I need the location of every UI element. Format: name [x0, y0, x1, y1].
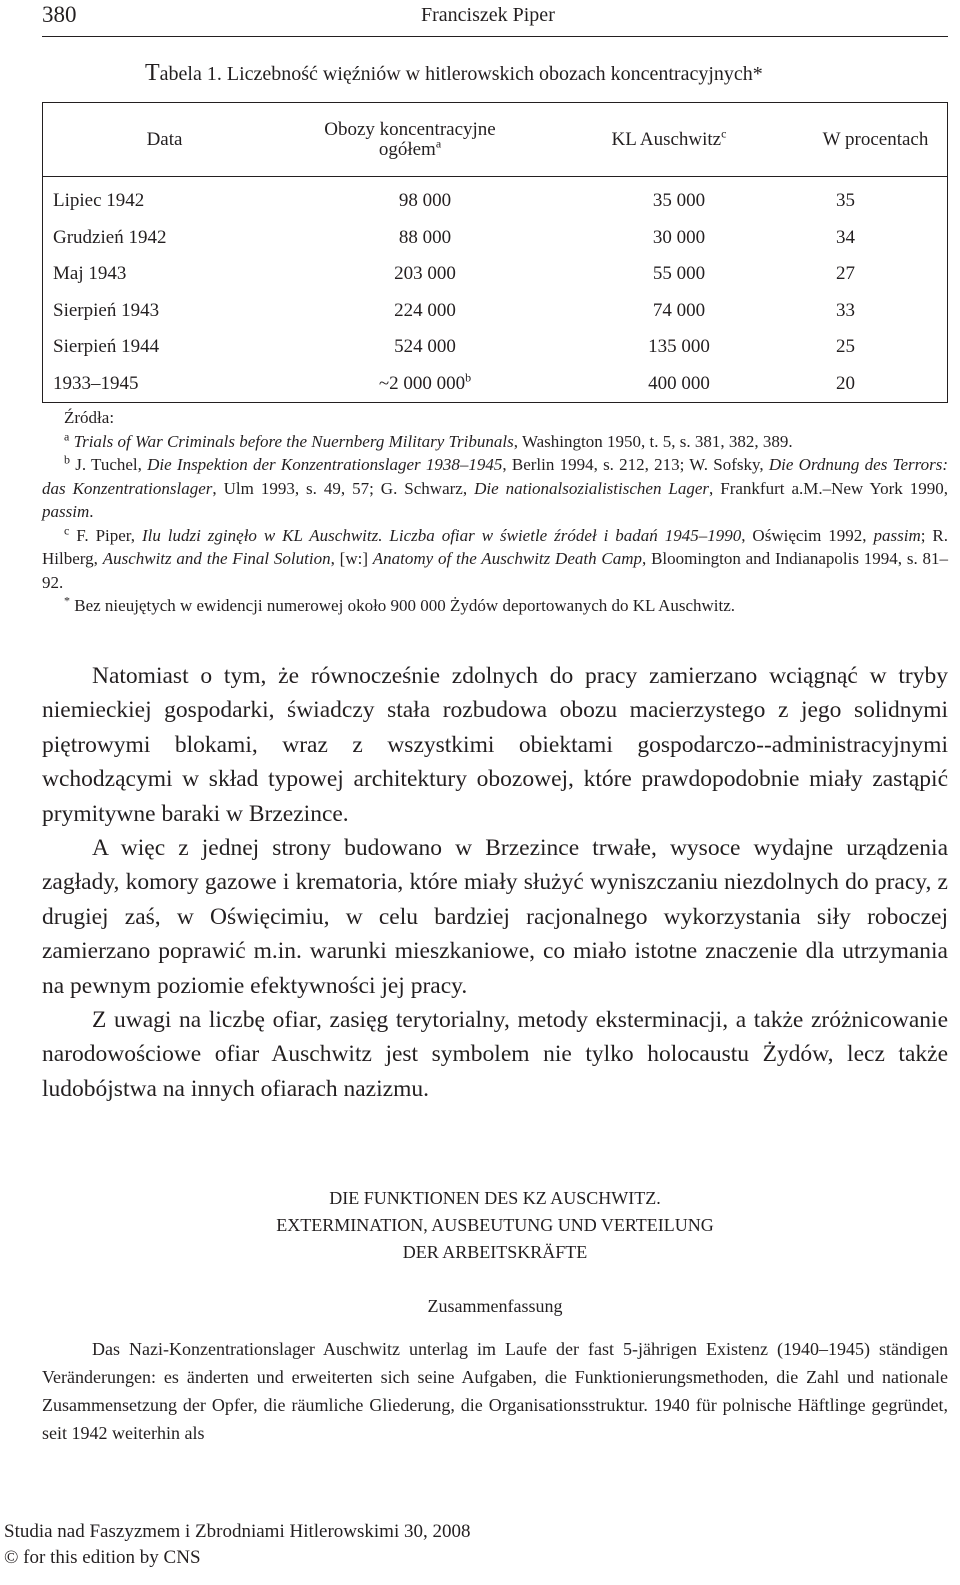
cell-percent-value: 35: [836, 190, 855, 212]
note-a: [64, 430, 948, 454]
note-star: [64, 594, 948, 618]
cell-percent-value: 20: [836, 372, 855, 394]
cell-percent-value: 25: [836, 336, 855, 358]
note-a-rest: , Washington 1950, t. 5, s. 381, 382, 389.: [513, 431, 793, 451]
col-header-camps-line2: ogółem: [378, 138, 436, 160]
cell-date: [43, 293, 287, 330]
cell-camps: [286, 329, 534, 366]
summary-subtitle: Zusammenfassung: [427, 1296, 563, 1316]
cell-date-value: Maj 1943: [53, 263, 127, 285]
body-text: [42, 659, 948, 1106]
cell-auschwitz: [534, 256, 804, 293]
page-number: 380: [42, 2, 77, 27]
footnote-mark-a: a: [435, 136, 442, 151]
cell-auschwitz: [534, 177, 804, 220]
col-header-auschwitz: [534, 103, 804, 177]
note-c-title-1: Ilu ludzi zginęło w KL Auschwitz. Liczba ofiar w świetle źródeł i badań 1945–1990: [141, 525, 742, 545]
cell-percent: [804, 177, 948, 220]
copyright-notice: © for this edition by CNS: [4, 1547, 201, 1568]
note-c-text-5: , Bloomington and Indianapolis 1994, s. 81–92.: [42, 549, 949, 592]
cell-camps-value: 98 000: [398, 190, 452, 212]
note-star-mark: *: [64, 593, 70, 608]
cell-auschwitz-value: 74 000: [652, 299, 706, 321]
cell-percent: [804, 329, 948, 366]
body-paragraph-3: Z uwagi na liczbę ofiar, zasięg terytorialny, metody eksterminacji, a także zróżnicowanie narodowościowe ofiar Auschwitz jest symbolem nie tylko holocaustu Żydów, lecz także ludobójstwa na innych ofiarach nazizmu.: [42, 1007, 948, 1102]
col-header-auschwitz-label: KL Auschwitz: [611, 128, 722, 150]
summary-title: [42, 1185, 948, 1266]
cell-auschwitz-value: 35 000: [652, 190, 706, 212]
cell-auschwitz: [534, 329, 804, 366]
cell-camps-value: ~2 000 000: [378, 372, 466, 394]
footnote-mark-c: c: [721, 126, 727, 141]
summary-title-line-2: EXTERMINATION, AUSBEUTUNG UND VERTEILUNG: [276, 1215, 714, 1235]
cell-percent-value: 33: [836, 299, 855, 321]
note-a-mark: a: [64, 428, 70, 443]
note-b-mark: b: [64, 452, 70, 467]
cell-auschwitz-value: 400 000: [648, 372, 710, 394]
note-c-text-2: , Oświęcim 1992,: [741, 525, 874, 545]
cell-date-value: Sierpień 1943: [53, 299, 160, 321]
note-c-passim: passim: [873, 525, 921, 545]
note-b-text-4: , Frankfurt a.M.–New York 1990,: [709, 478, 949, 498]
cell-date: [43, 220, 287, 257]
body-paragraph-2: A więc z jednej strony budowano w Brzezince trwałe, wysoce wydajne urządzenia zagłady, komory gazowe i krematoria, które miały służyć wyniszczaniu niezdolnych do pracy, z drugiej zaś, w Oświęcimiu, w celu bardziej racjonalnego wykorzystania siły roboczej zamierzano poprawić m.in. warunki mieszkaniowe, co miało istotne znaczenie dla utrzymania na pewnym poziomie efektywności jej pracy.: [42, 835, 948, 999]
note-c-text-1: F. Piper,: [69, 525, 142, 545]
journal-title: Studia nad Faszyzmem i Zbrodniami Hitlerowskimi 30, 2008: [4, 1521, 471, 1542]
cell-camps: [286, 293, 534, 330]
note-b-text-1: J. Tuchel,: [70, 455, 148, 474]
col-header-camps: [286, 103, 534, 177]
cell-camps-value: 88 000: [398, 226, 452, 248]
cell-camps: [286, 366, 534, 403]
cell-date-value: Grudzień 1942: [53, 226, 167, 248]
note-b-title-3: Die nationalsozialistischen Lager: [474, 478, 710, 498]
cell-auschwitz: [534, 366, 804, 403]
cell-date-value: Sierpień 1944: [53, 336, 160, 358]
table-row: [43, 220, 948, 257]
table-caption-text: abela 1. Liczebność więźniów w hitlerowskich obozach koncentracyjnych*: [159, 63, 763, 85]
cell-date: [43, 366, 287, 403]
cell-camps: [286, 256, 534, 293]
note-c-title-3: Anatomy of the Auschwitz Death Camp: [372, 549, 643, 568]
note-b-text-3: , Ulm 1993, s. 49, 57; G. Schwarz,: [212, 478, 475, 498]
table-row: [43, 177, 948, 220]
table-header-row: [43, 103, 948, 177]
cell-percent-value: 27: [836, 263, 855, 285]
summary-title-line-3: DER ARBEITSKRÄFTE: [402, 1242, 588, 1262]
cell-percent: [804, 293, 948, 330]
cell-date: [43, 256, 287, 293]
col-header-camps-line1: Obozy koncentracyjne: [324, 118, 496, 140]
note-c-mark: c: [64, 522, 70, 537]
note-b-title-2: Die Ordnung des Terrors: das Konzentrationslager: [42, 455, 948, 498]
header-rule: [42, 36, 948, 37]
body-paragraph-1: Natomiast o tym, że równocześnie zdolnych do pracy zamierzano wciągnąć w tryby niemieckiej gospodarki, świadczy stała rozbudowa obozu macierzystego z jego solidnymi piętrowymi blokami, wraz z wszystkimi obiektami gospodarczo--administracyjnymi wchodzącymi w skład typowej architektury obozowej, które prawdopodobnie miały zastąpić prymitywne baraki w Brzezince.: [42, 663, 948, 827]
col-header-date: [43, 103, 287, 177]
cell-auschwitz: [534, 220, 804, 257]
note-star-text: Bez nieujętych w ewidencji numerowej około 900 000 Żydów deportowanych do KL Auschwitz.: [70, 596, 736, 615]
cell-camps-value: 524 000: [394, 336, 456, 358]
footnote-mark-b: b: [465, 370, 472, 385]
cell-auschwitz-value: 55 000: [652, 263, 706, 285]
summary-title-line-1: DIE FUNKTIONEN DES KZ AUSCHWITZ.: [329, 1188, 661, 1208]
table-notes: [42, 406, 948, 618]
note-b-text-5: .: [89, 502, 94, 521]
summary-paragraph: Das Nazi-Konzentrationslager Auschwitz unterlag im Laufe der fast 5-jährigen Existenz (1940–1945) ständigen Veränderungen: es änderten und erweiterten sich seine Aufgaben, die Funktionierungsmethoden, die Zahl und nationale Zusammensetzung der Opfer, die räumliche Gliederung, die Organisationsstruktur. 1940 für polnische Häftlinge gegründet, seit 1942 weiterhin als: [42, 1339, 948, 1443]
cell-camps-value: 203 000: [394, 263, 456, 285]
cell-percent: [804, 256, 948, 293]
cell-camps: [286, 177, 534, 220]
cell-date: [43, 329, 287, 366]
summary-body: [42, 1335, 948, 1447]
sources-label: Źródła:: [64, 408, 115, 427]
journal-footer: [4, 1519, 471, 1571]
cell-date: [43, 177, 287, 220]
prisoner-count-table: [42, 102, 948, 403]
note-c-text-4: , [w:]: [330, 549, 373, 568]
cell-percent: [804, 366, 948, 403]
col-header-percent: [804, 103, 948, 177]
note-b: [42, 453, 948, 524]
col-header-date-label: Data: [146, 128, 183, 150]
cell-percent-value: 34: [836, 226, 855, 248]
note-c: [42, 524, 948, 595]
note-b-text-2: , Berlin 1994, s. 212, 213; W. Sofsky,: [502, 455, 769, 474]
table-row: [43, 329, 948, 366]
note-c-text-3: ; R. Hilberg,: [42, 525, 949, 568]
cell-percent: [804, 220, 948, 257]
table-row: [43, 293, 948, 330]
note-a-title: Trials of War Criminals before the Nuernberg Military Tribunals: [73, 431, 514, 451]
cell-date-value: 1933–1945: [53, 372, 139, 394]
cell-auschwitz-value: 135 000: [648, 336, 710, 358]
cell-auschwitz-value: 30 000: [652, 226, 706, 248]
col-header-percent-label: W procentach: [822, 128, 929, 150]
note-b-passim: passim: [42, 502, 90, 521]
table-caption-initial: T: [145, 60, 160, 86]
cell-camps-value: 224 000: [394, 299, 456, 321]
note-b-title-1: Die Inspektion der Konzentrationslager 1938–1945: [147, 455, 503, 474]
note-c-title-2: Auschwitz and the Final Solution: [102, 549, 331, 568]
table-row: [43, 366, 948, 403]
cell-camps: [286, 220, 534, 257]
table-row: [43, 256, 948, 293]
cell-auschwitz: [534, 293, 804, 330]
running-head-author: Franciszek Piper: [421, 4, 555, 26]
table-caption: [145, 60, 763, 87]
cell-date-value: Lipiec 1942: [53, 190, 145, 212]
